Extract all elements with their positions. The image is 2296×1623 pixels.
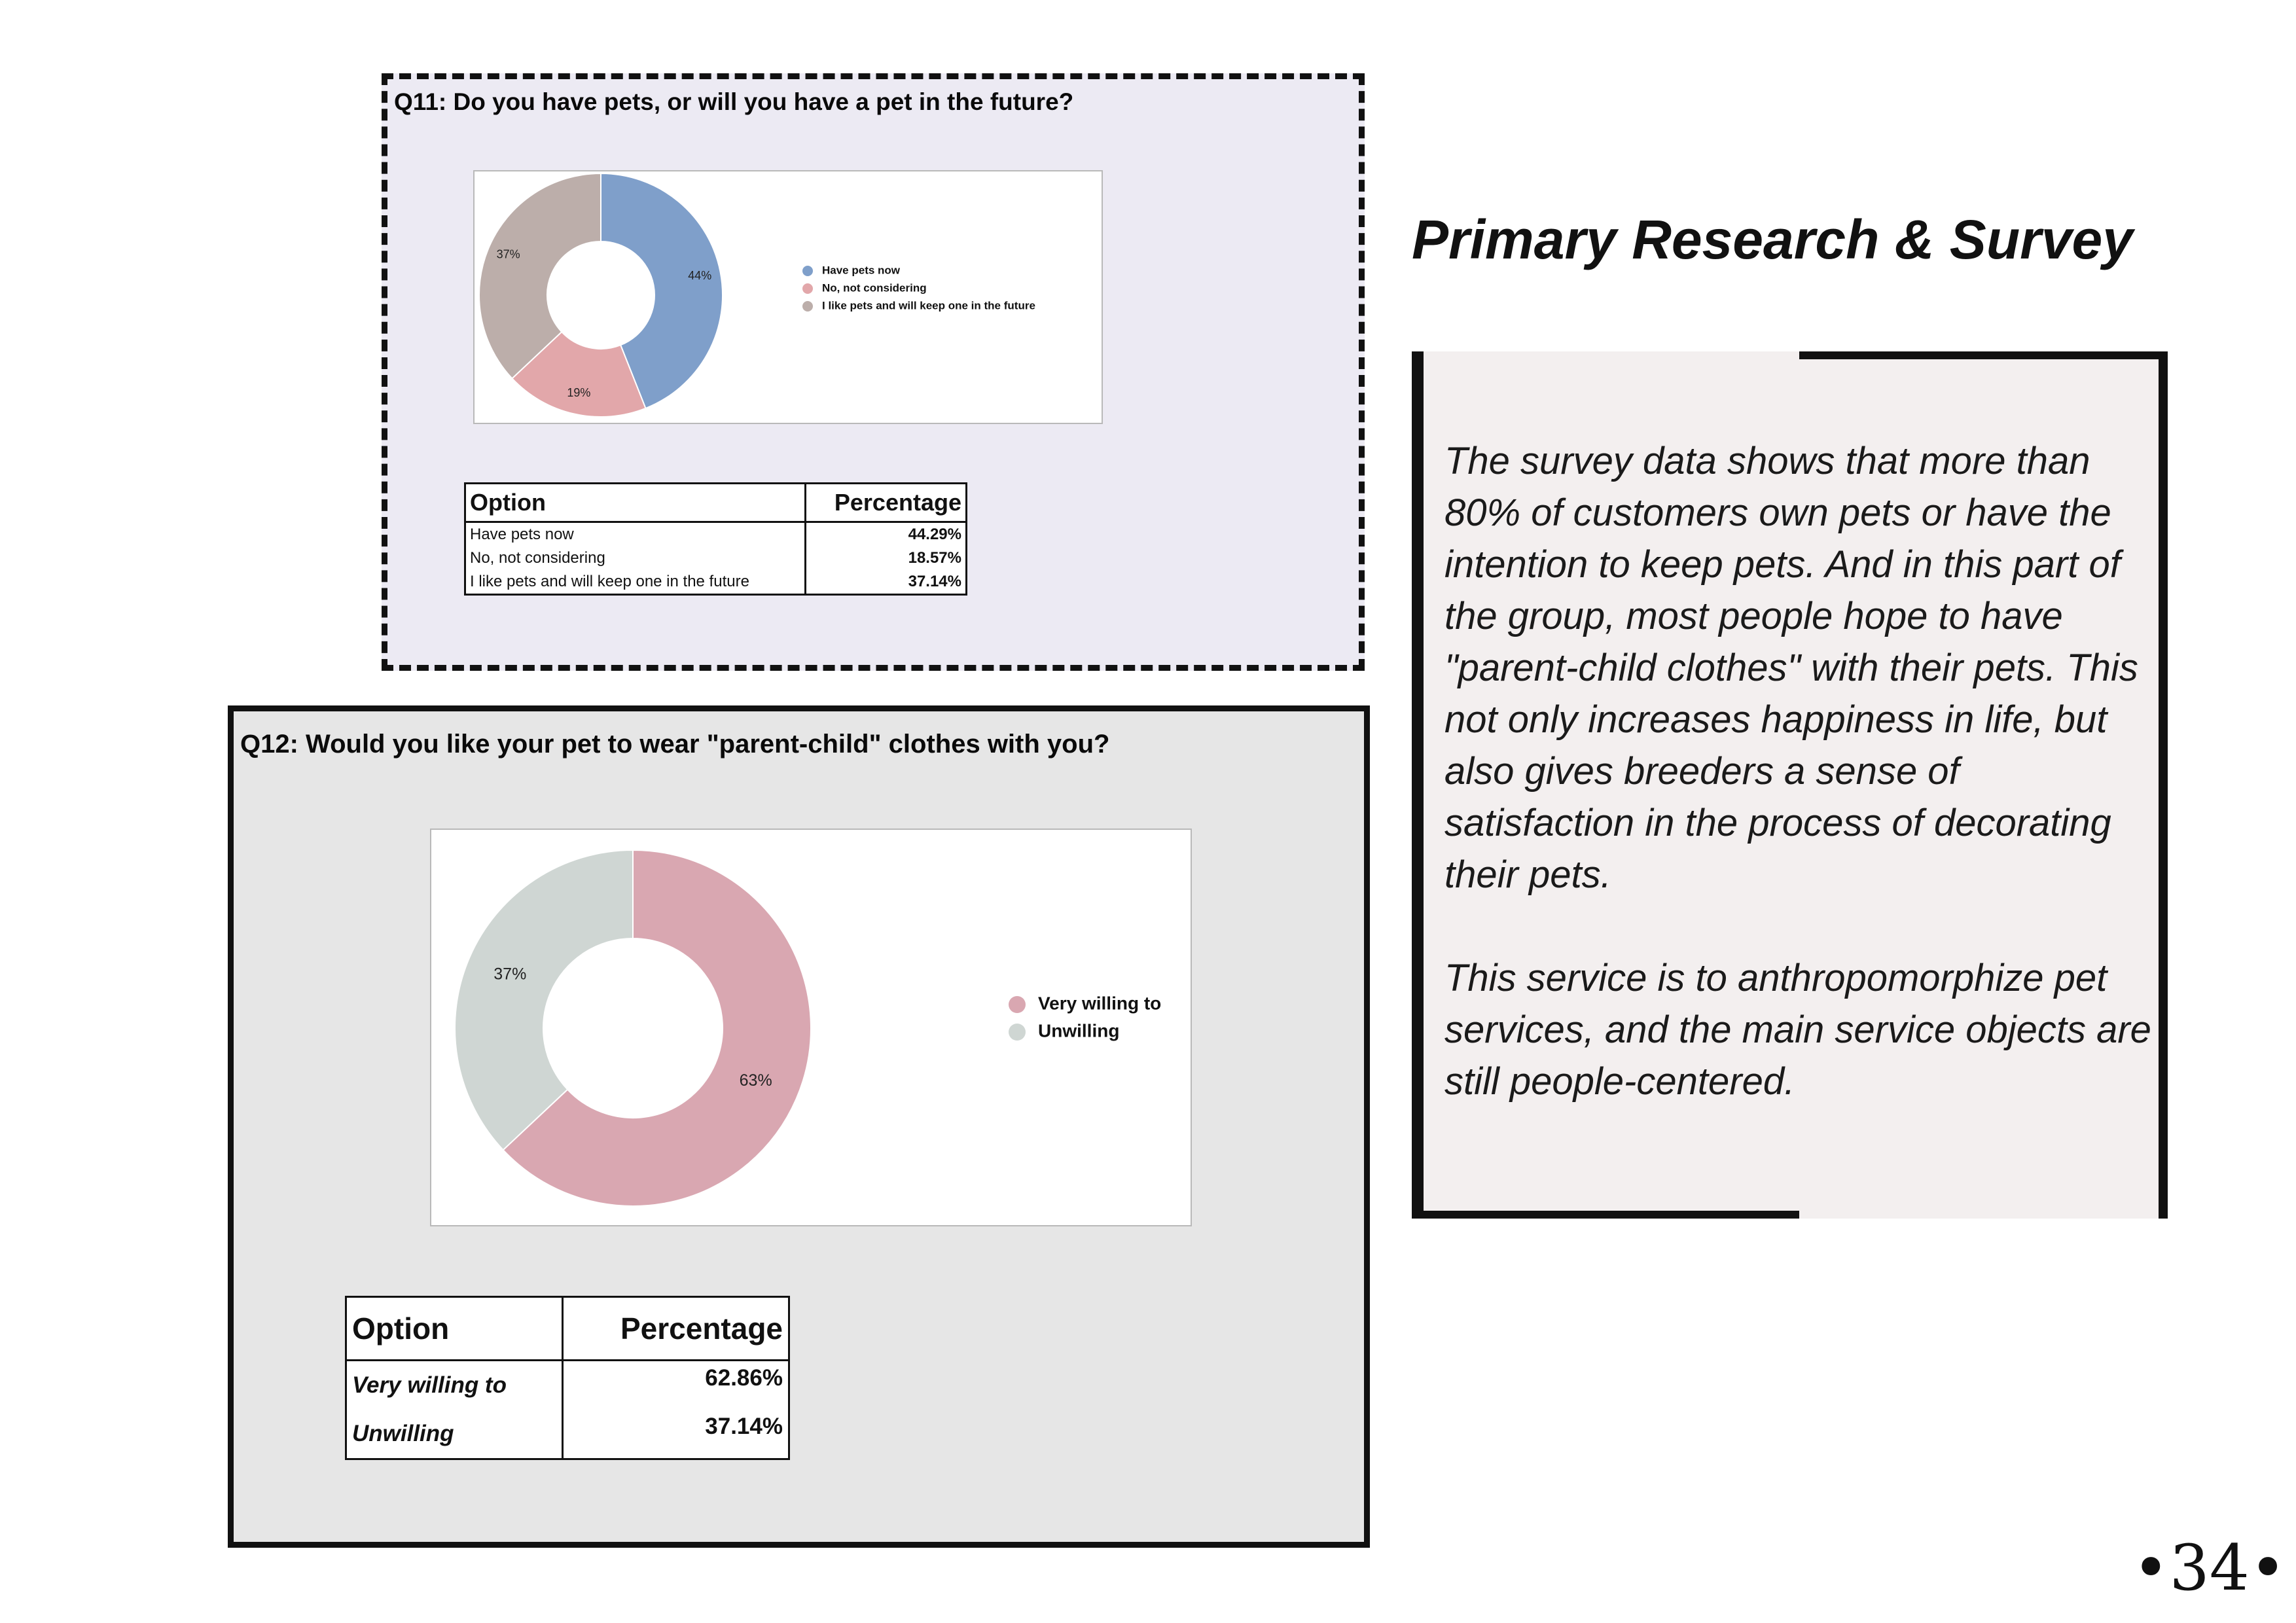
- text-box: [1412, 351, 2168, 1219]
- percentage-cell: 62.86%: [562, 1361, 789, 1410]
- data-label: 44%: [688, 268, 712, 282]
- table-row: [346, 1410, 789, 1459]
- option-cell: Very willing to: [346, 1361, 563, 1410]
- percentage-header: Percentage: [805, 484, 966, 522]
- table-header-row: [346, 1297, 789, 1361]
- legend-swatch: [802, 301, 813, 312]
- q12-table: [345, 1296, 790, 1460]
- legend-label: I like pets and will keep one in the future: [822, 299, 1035, 312]
- legend-label: No, not considering: [822, 281, 927, 294]
- table-row: [465, 522, 967, 547]
- table-row: [346, 1361, 789, 1410]
- table-row: [465, 570, 967, 595]
- legend-swatch: [802, 283, 813, 294]
- legend-swatch: [802, 266, 813, 276]
- table-header-row: [465, 484, 967, 522]
- legend-swatch: [1009, 1024, 1026, 1041]
- data-label: 37%: [496, 247, 520, 261]
- percentage-cell: 18.57%: [805, 546, 966, 570]
- frame-right-bar: [2159, 351, 2168, 1219]
- percentage-cell: 44.29%: [805, 522, 966, 547]
- frame-top-bar: [1799, 351, 2168, 359]
- section-heading: Primary Research & Survey: [1412, 209, 2133, 270]
- q11-panel: [382, 73, 1365, 671]
- donut-slice: [455, 850, 633, 1150]
- q12-chart-svg: [431, 830, 1193, 1228]
- data-label: 63%: [739, 1071, 772, 1090]
- body-paragraph: This service is to anthropomorphize pet services, and the main service objects are still people-centered.: [1444, 957, 2151, 1103]
- data-label: 19%: [567, 386, 591, 400]
- page-number: •34•: [2132, 1531, 2287, 1605]
- q12-panel: [228, 705, 1370, 1548]
- legend-label: Very willing to: [1038, 993, 1162, 1014]
- frame-left-bar: [1412, 351, 1424, 1219]
- q11-donut-chart: [473, 170, 1103, 424]
- option-header: Option: [346, 1297, 563, 1361]
- option-cell: Have pets now: [465, 522, 806, 547]
- legend-label: Unwilling: [1038, 1020, 1120, 1041]
- legend-label: Have pets now: [822, 264, 901, 277]
- body-paragraph: The survey data shows that more than 80% of customers own pets or have the intention to keep pets. And in this part of the group, most people hope to have "parent-child clothes" with their pets. This not only increases happiness in life, but also gives breeders a sense of satisfaction in the process of decorating their pets.: [1444, 440, 2138, 896]
- option-cell: I like pets and will keep one in the future: [465, 570, 806, 595]
- q11-title: Q11: Do you have pets, or will you have a pet in the future?: [394, 88, 1074, 115]
- q12-title: Q12: Would you like your pet to wear "parent-child" clothes with you?: [240, 730, 1110, 758]
- frame-bottom-bar: [1412, 1211, 1799, 1219]
- percentage-cell: 37.14%: [562, 1410, 789, 1459]
- q12-donut-chart: [430, 829, 1192, 1226]
- option-header: Option: [465, 484, 806, 522]
- table-row: [465, 546, 967, 570]
- percentage-header: Percentage: [562, 1297, 789, 1361]
- option-cell: Unwilling: [346, 1410, 563, 1459]
- legend-swatch: [1009, 996, 1026, 1013]
- percentage-cell: 37.14%: [805, 570, 966, 595]
- data-label: 37%: [493, 965, 527, 984]
- q11-table: [464, 482, 967, 596]
- q11-chart-svg: [475, 171, 1104, 425]
- option-cell: No, not considering: [465, 546, 806, 570]
